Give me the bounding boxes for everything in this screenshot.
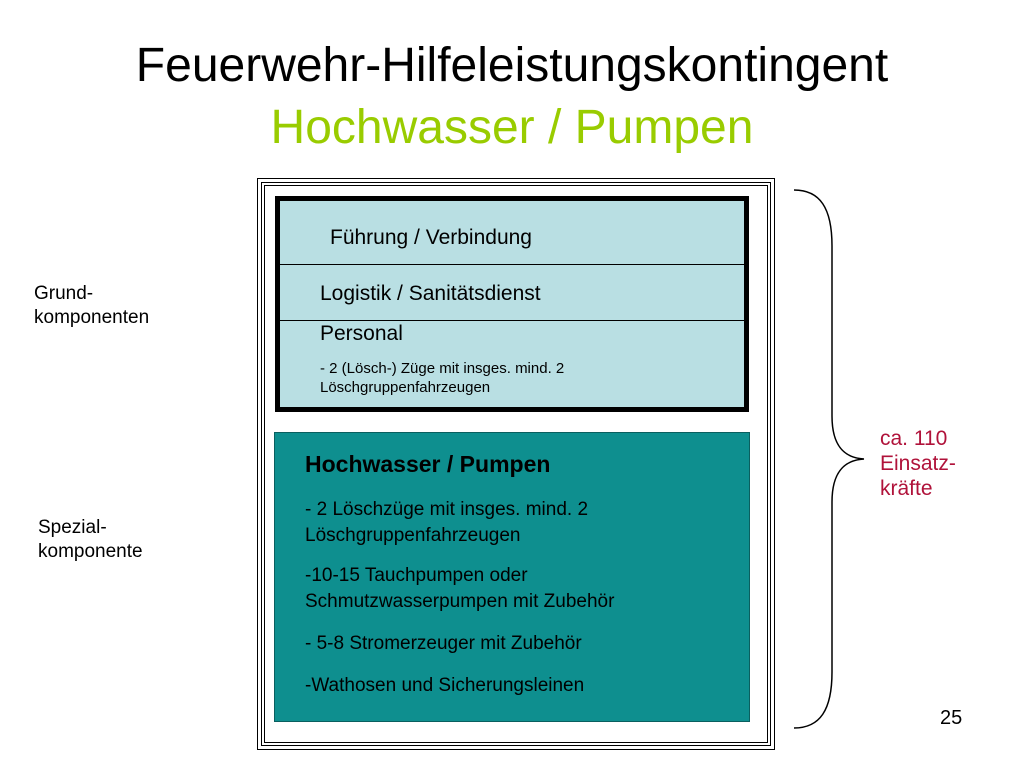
grund-komponenten-box: [275, 196, 749, 412]
personal-detail-line1: - 2 (Lösch-) Züge mit insges. mind. 2: [320, 360, 565, 377]
personal-label: Personal: [320, 322, 403, 345]
item1-line2: Löschgruppenfahrzeugen: [305, 525, 521, 546]
spezial-item-stromerzeuger: [305, 631, 735, 657]
page-number: 25: [940, 707, 963, 729]
item2-line1: -10-15 Tauchpumpen oder: [305, 565, 528, 586]
slide-subtitle: Hochwasser / Pumpen: [270, 101, 754, 154]
grund-komponenten-label: [34, 282, 149, 330]
spezial-heading: Hochwasser / Pumpen: [305, 451, 551, 477]
grund-label-line2: komponenten: [34, 307, 150, 328]
spezial-komponente-box: [274, 432, 750, 722]
item4-line1: -Wathosen und Sicherungsleinen: [305, 675, 585, 696]
einsatz-line2: Einsatz-: [880, 452, 956, 475]
einsatz-line1: ca. 110: [880, 427, 948, 450]
logistik-label: Logistik / Sanitätsdienst: [320, 282, 541, 305]
spezial-komponente-label: [38, 516, 143, 564]
slide-title: Feuerwehr-Hilfeleistungskontingent: [135, 39, 889, 92]
row-personal: [280, 321, 744, 407]
spezial-item-loeschzuege: [305, 497, 735, 549]
item1-line1: - 2 Löschzüge mit insges. mind. 2: [305, 499, 589, 520]
personal-detail: [320, 359, 564, 397]
curly-brace-icon: [790, 186, 880, 732]
spezial-item-wathosen: [305, 673, 735, 699]
spezial-label-line2: komponente: [38, 541, 143, 562]
item3-line1: - 5-8 Stromerzeuger mit Zubehör: [305, 633, 582, 654]
item2-line2: Schmutzwasserpumpen mit Zubehör: [305, 591, 615, 612]
row-logistik: [280, 265, 744, 321]
einsatz-line3: kräfte: [880, 477, 933, 500]
grund-label-line1: Grund-: [34, 283, 94, 304]
einsatzkraefte-label: [880, 426, 956, 501]
fuehrung-label: Führung / Verbindung: [330, 226, 532, 249]
spezial-label-line1: Spezial-: [38, 517, 107, 538]
spezial-item-pumpen: [305, 563, 735, 615]
row-fuehrung: [280, 201, 744, 265]
personal-detail-line2: Löschgruppenfahrzeugen: [320, 379, 491, 396]
